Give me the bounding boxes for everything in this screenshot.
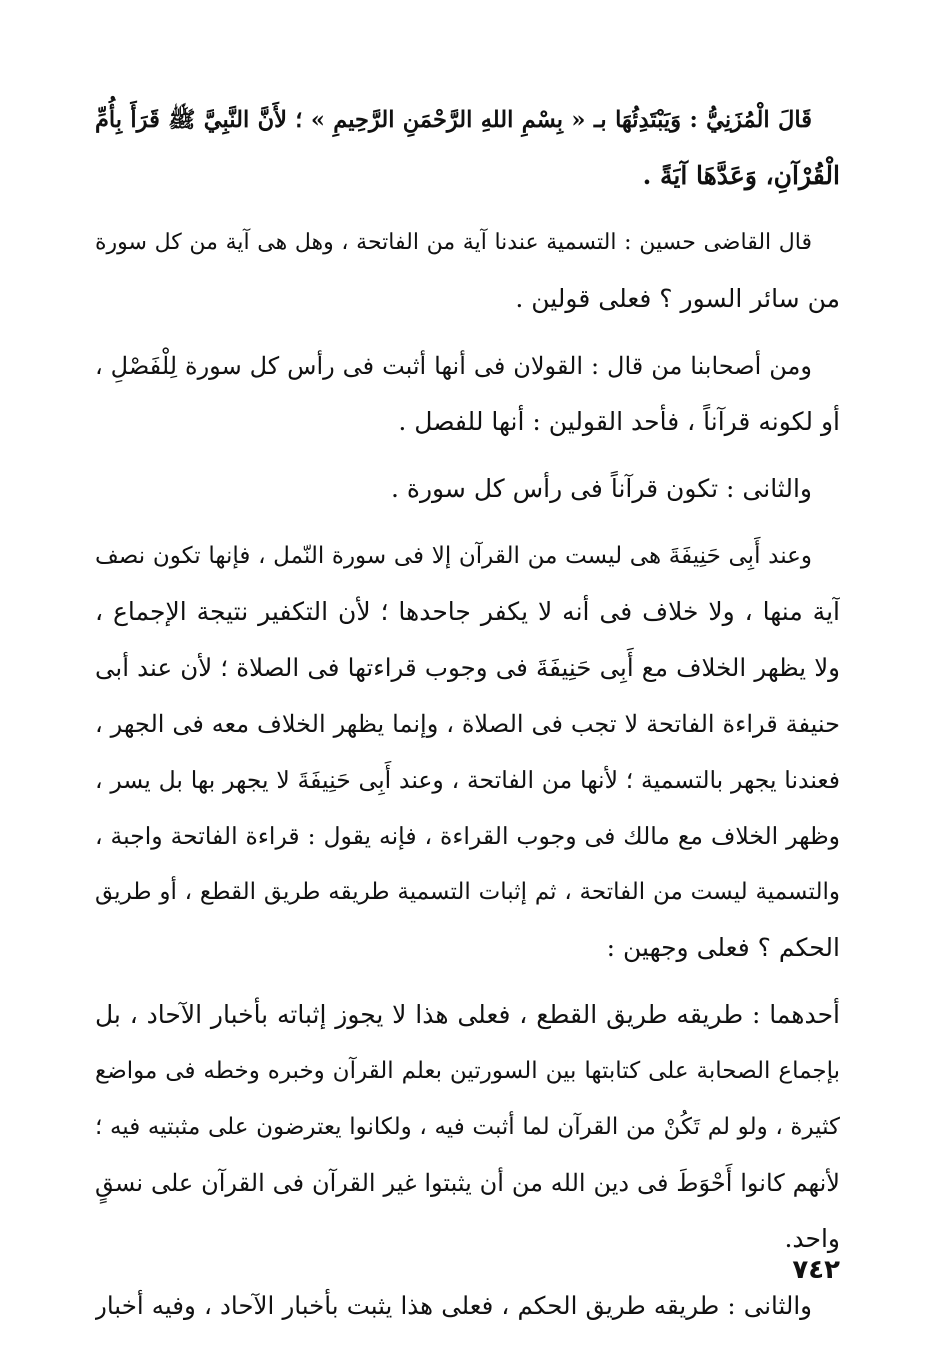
paragraph-abu-hanifa (95, 528, 840, 976)
paragraph-ashab (95, 338, 840, 450)
page-number: ٧٤٢ (792, 1255, 840, 1285)
paragraph-second-opinion (95, 461, 840, 517)
text-line: وظهر الخلاف مع مالك فى وجوب القراءة ، فإنه يقول : قراءة الفاتحة واجبة ، (95, 822, 840, 850)
text-line: وعند أَبِى حَنِيفَةَ هى ليست من القرآن إلا فى سورة النّمل ، فإنها تكون نصف (95, 543, 812, 569)
text-line: ومن أصحابنا من قال : القولان فى أنها أثبت فى رأس كل سورة لِلْفَصْلِ ، (95, 352, 812, 380)
page-body (95, 92, 840, 1345)
text-line: واحد. (784, 1224, 840, 1253)
text-line: قَالَ الْمُزَنِيُّ : وَيَبْتَدِئُهَا بـ « بِسْمِ اللهِ الرَّحْمَنِ الرَّحِيمِ » ؛ لأَنَّ النَّبِيَّ ﷺ قَرَأَ بِأُمِّ (95, 107, 812, 133)
paragraph-second-view (95, 1278, 840, 1334)
paragraph-qadi-husayn (95, 215, 840, 327)
text-line: أحدهما : طريقه طريق القطع ، فعلى هذا لا يجوز إثباته بأخبار الآحاد ، بل (95, 1000, 840, 1029)
text-line: والثانى : تكون قرآناً فى رأس كل سورة . (390, 474, 812, 503)
text-line: الحكم ؟ فعلى وجهين : (606, 933, 840, 962)
text-line: من سائر السور ؟ فعلى قولين . (515, 284, 840, 313)
text-line: بإجماع الصحابة على كتابتها بين السورتين بعلم القرآن وخبره وخطه فى مواضع (95, 1058, 840, 1084)
paragraph-first-view (95, 987, 840, 1267)
text-line: حنيفة قراءة الفاتحة لا تجب فى الصلاة ، وإنما يظهر الخلاف معه فى الجهر ، (95, 710, 840, 738)
text-line: الْقُرْآنِ، وَعَدَّهَا آيَةً . (642, 161, 840, 190)
text-line: لأنهم كانوا أَحْوَطَ فى دين الله من أن يثبتوا غير القرآن فى القرآن على نسقٍ (95, 1169, 840, 1197)
text-line: ولا يظهر الخلاف مع أَبِى حَنِيفَةَ فى وجوب قراءتها فى الصلاة ؛ لأن عند أبى (95, 653, 840, 682)
text-line: قال القاضى حسين : التسمية عندنا آية من الفاتحة ، وهل هى آية من كل سورة (95, 230, 812, 255)
text-line: أو لكونه قرآناً ، فأحد القولين : أنها للفصل . (398, 407, 840, 436)
text-line: آية منها ، ولا خلاف فى أنه لا يكفر جاحدها ؛ لأن التكفير نتيجة الإجماع ، (95, 597, 840, 626)
text-line: والتسمية ليست من الفاتحة ، ثم إثبات التسمية طريقه طريق القطع ، أو طريق (95, 879, 840, 905)
text-line: فعندنا يجهر بالتسمية ؛ لأنها من الفاتحة ، وعند أَبِى حَنِيفَةَ لا يجهر بها بل يسر ، (95, 766, 840, 794)
text-line: والثانى : طريقه طريق الحكم ، فعلى هذا يثبت بأخبار الآحاد ، وفيه أخبار (95, 1291, 812, 1320)
text-line: كثيرة ، ولو لم تَكُنْ من القرآن لما أثبت فيه ، ولكانوا يعترضون على مثبتيه فيه ؛ (95, 1114, 840, 1140)
paragraph-muzani-quote (95, 92, 840, 204)
